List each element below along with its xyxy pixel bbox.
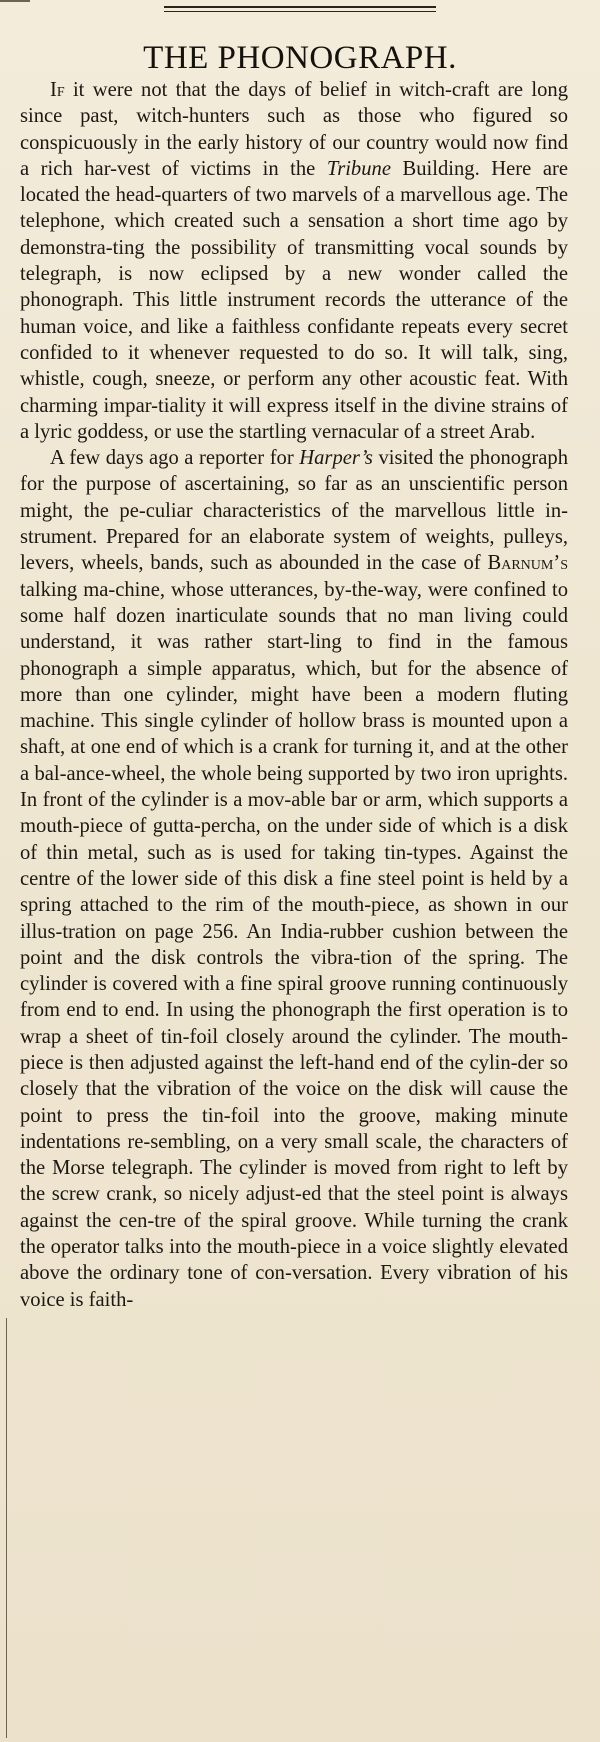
body-text: talking ma-chine, whose utterances, by-the-way, were confined to some half dozen inarticulate sounds that no man living could understand, it was rather start-ling to find in the famous phonograph a simple apparatus, which, but for the absence of more than one cylinder, might have been a modern fluting machine. This single cylinder of hollow brass is mounted upon a shaft, at one end of which is a crank for turning it, and at the other a bal-ance-wheel, the whole being supported by two iron uprights. In front of the cylinder is a mov-able bar or arm, which supports a mouth-piece of gutta-percha, on the under side of which is a disk of thin metal, such as is used for taking tin-types. Against the centre of the lower side of this disk a fine steel point is held by a spring attached to the rim of the mouth-piece, as shown in our illus-tration on page 256. An India-rubber cushion between the point and the disk controls the vibra-tion of the spring. The cylinder is covered with a fine spiral groove running continuously from end to end. In using the phonograph the first operation is to wrap a sheet of tin-foil closely around the cylinder. The mouth-piece is then adjusted against the left-hand end of the cylin-der so closely that the vibration of the voice on the disk will cause the point to press the tin-foil into the groove, making minute indentations re-sembling, on a very small scale, the characters of the Morse telegraph. The cylinder is moved from right to left by the screw crank, so nicely adjust-ed that the steel point is always against the cen-tre of the spiral groove. While turning the crank the operator talks into the mouth-piece in a voice slightly elevated above the ordinary tone of con-versation. Every vibration of his voice is faith- [20,578,568,1311]
article-headline: THE PHONOGRAPH. [143,40,457,76]
body-text: Building. Here are located the head-quarters of two marvels of a marvellous age. The telephone, which created such a sensation a short time ago by demonstra-ting the possibility of transmitting vocal sounds by telegraph, is now eclipsed by a new wonder called the phonograph. This little instrument records the utterance of the human voice, and like a faithless confidante repeats every secret confided to it whenever requested to do so. It will talk, sing, whistle, cough, sneeze, or perform any other acoustic feat. With charming impar-tiality it will express itself in the divine strains of a lyric goddess, or use the startling vernacular of a street Arab. [20,157,568,443]
body-text: A few days ago a reporter for [50,447,300,470]
page-edge-mark [0,0,30,2]
italic-text: Harper’s [299,447,373,470]
body-text: visited the phonograph for the purpose of ascertaining, so far as an unscientific person might, the pe-culiar characteristics of the marvellous little in-strument. Prepared for an elaborate system of weights, pulleys, levers, wheels, bands, such as abounded in the case of [20,447,568,575]
body-text: I [50,79,57,101]
article-body [20,77,568,1313]
article-paragraph [20,77,568,445]
margin-rule [6,1318,7,1738]
article-paragraph [20,445,568,1313]
small-caps-text: f [56,79,65,101]
small-caps-text: Barnum’s [487,552,568,575]
italic-text: Tribune [326,157,391,180]
top-rule-secondary [164,11,436,12]
body-text: it were not that the days of belief in witch-craft are long since past, witch-hunters such as those who figured so conspicuously in the early history of our country would now find a rich har-vest of victims in the [20,79,568,180]
top-rule [164,6,436,8]
